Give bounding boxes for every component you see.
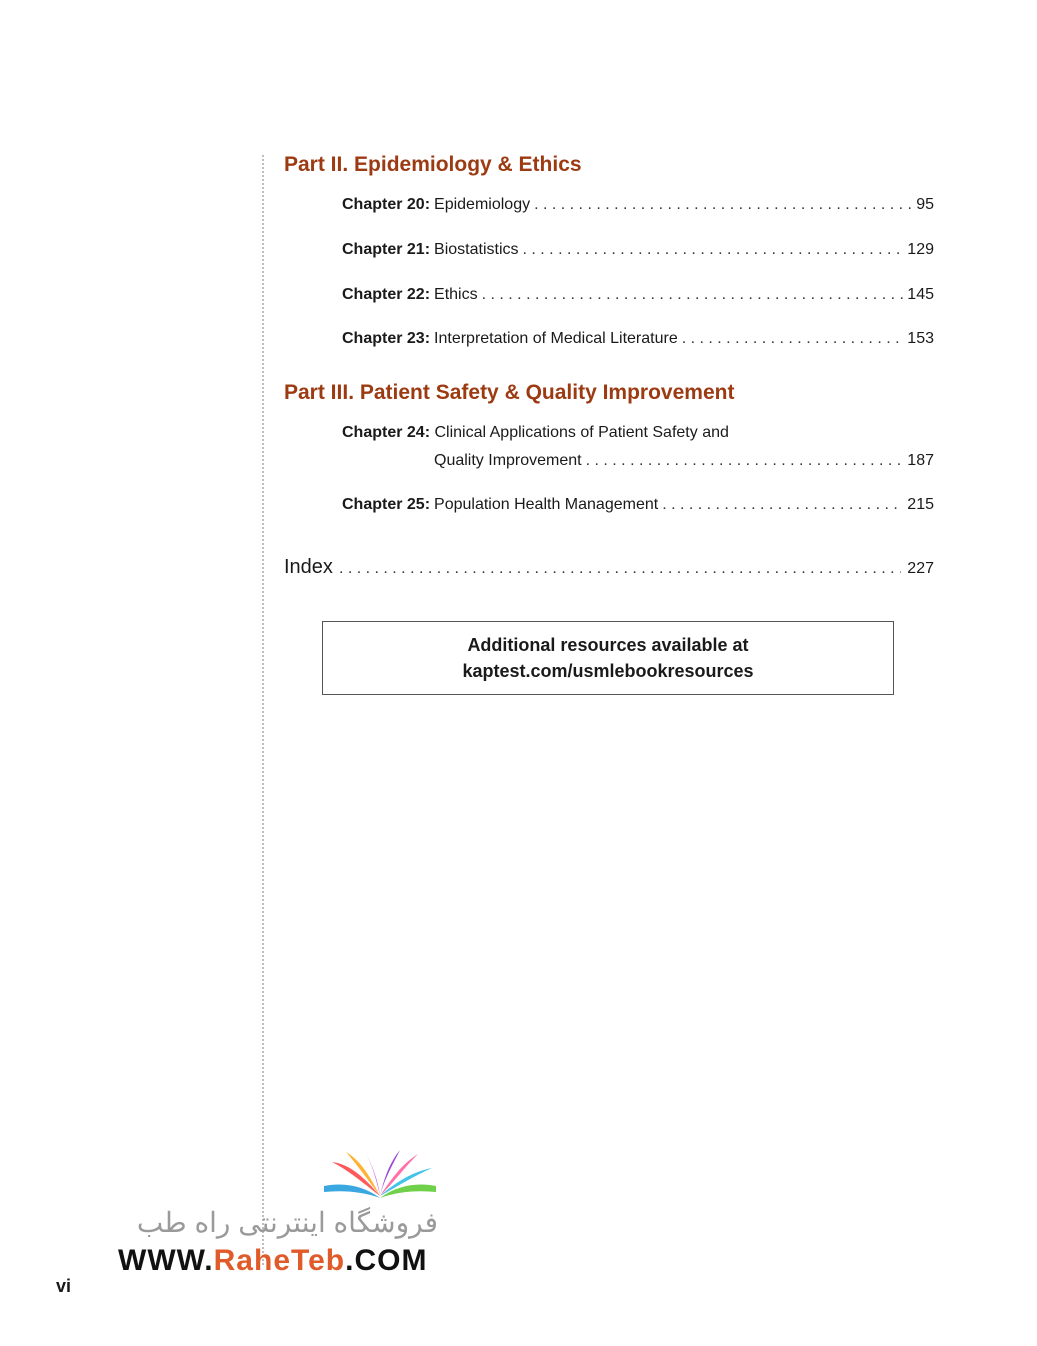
chapter-title: Ethics bbox=[434, 286, 478, 303]
chapter-title: Interpretation of Medical Literature bbox=[434, 330, 678, 347]
page-number: 145 bbox=[907, 286, 934, 303]
resources-text: Additional resources available at bbox=[467, 635, 749, 655]
chapter-label: Chapter 24: bbox=[342, 424, 431, 441]
leader-dots bbox=[534, 196, 912, 214]
resources-link[interactable]: kaptest.com/usmlebookresources bbox=[462, 661, 754, 681]
toc-entry-chapter-22[interactable] bbox=[342, 286, 934, 304]
page-number: 153 bbox=[907, 330, 934, 347]
chapter-title: Biostatistics bbox=[434, 241, 519, 258]
toc-entry-chapter-24-line2[interactable] bbox=[434, 452, 934, 470]
toc-entry-chapter-25[interactable] bbox=[342, 496, 934, 514]
page-number: 187 bbox=[907, 452, 934, 469]
chapter-label: Chapter 22: bbox=[342, 286, 431, 303]
leader-dots bbox=[662, 496, 903, 514]
page-number: 129 bbox=[907, 241, 934, 258]
chapter-label: Chapter 21: bbox=[342, 241, 431, 258]
leader-dots bbox=[482, 286, 904, 304]
page-folio: vi bbox=[56, 1276, 72, 1296]
part-2-heading: Part II. Epidemiology & Ethics bbox=[284, 153, 582, 176]
page-number: 95 bbox=[916, 196, 934, 213]
additional-resources-box bbox=[322, 621, 894, 695]
index-title: Index bbox=[284, 556, 333, 578]
toc-entry-chapter-24-line1[interactable] bbox=[342, 424, 729, 442]
toc-entry-chapter-21[interactable] bbox=[342, 241, 934, 259]
chapter-label: Chapter 23: bbox=[342, 330, 431, 347]
page-number: 215 bbox=[907, 496, 934, 513]
leader-dots bbox=[586, 452, 904, 470]
leader-dots bbox=[339, 560, 901, 578]
open-book-logo-icon bbox=[320, 1148, 440, 1204]
margin-dotted-rule bbox=[262, 155, 264, 1265]
part-3-heading: Part III. Patient Safety & Quality Improvement bbox=[284, 381, 735, 404]
leader-dots bbox=[682, 330, 904, 348]
page-number: 227 bbox=[907, 560, 934, 577]
toc-entry-chapter-23[interactable] bbox=[342, 330, 934, 348]
watermark-url: WWW.RaheTeb.COM bbox=[118, 1244, 428, 1277]
leader-dots bbox=[523, 241, 904, 259]
chapter-title: Population Health Management bbox=[434, 496, 659, 513]
toc-entry-chapter-20[interactable] bbox=[342, 196, 934, 214]
toc-entry-index[interactable] bbox=[284, 556, 934, 579]
chapter-label: Chapter 25: bbox=[342, 496, 431, 513]
chapter-title: Clinical Applications of Patient Safety and bbox=[434, 424, 729, 441]
chapter-title: Epidemiology bbox=[434, 196, 531, 213]
chapter-label: Chapter 20: bbox=[342, 196, 431, 213]
chapter-title-continued: Quality Improvement bbox=[434, 452, 582, 469]
watermark-persian-text: فروشگاه اینترنتی راه طب bbox=[136, 1207, 438, 1238]
